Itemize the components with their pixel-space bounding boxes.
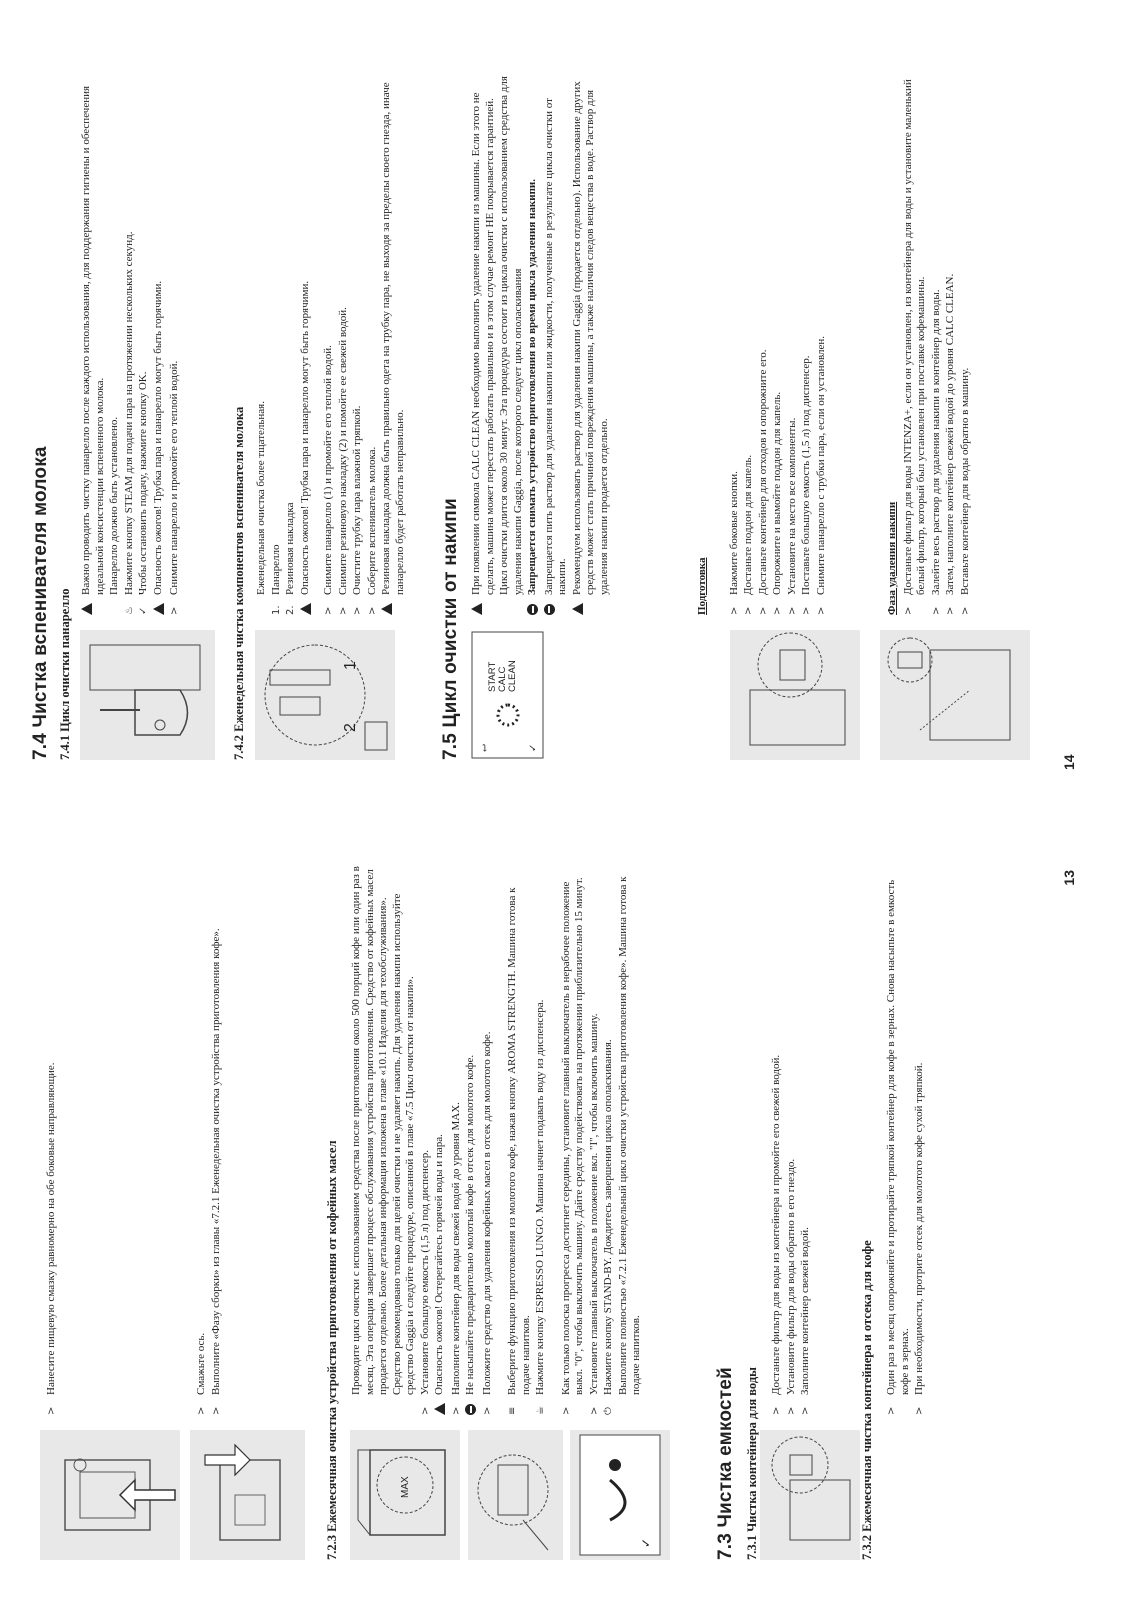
step-item: > Снимите панарелло с трубки пара, если он установлен. <box>814 335 827 615</box>
page-number: 13 <box>1061 870 1077 886</box>
step-item: ☕ Нажмите кнопку ESPRESSO LUNGO. Машина начнет подавать воду из диспенсера. <box>534 999 546 1415</box>
section-73-title: 7.3 Чистка емкостей <box>715 1367 736 1560</box>
section-732 <box>885 860 985 1560</box>
step-item: > Смажьте ось. <box>195 1332 207 1415</box>
descaler-bottle-illustration <box>880 630 1030 760</box>
ground-coffee-compartment-illustration <box>468 1430 563 1560</box>
step-item: > Нажмите боковые кнопки. <box>727 471 740 615</box>
step-item: > Установите на место все компоненты. <box>785 417 798 615</box>
power-icon: ⏻ <box>603 1407 614 1415</box>
step-item: > Соберите вспениватель молока. <box>365 446 378 615</box>
prohibition-item: Запрещается пить раствор для удаления накипи или жидкости, полученные в результате цикла очистки от накипи. <box>543 60 570 615</box>
step-item: > Снимите резиновую накладку (2) и помойте ее свежей водой. <box>336 307 349 615</box>
section-732-title: 7.3.2 Ежемесячная чистка контейнера и отсека для кофе <box>860 1240 874 1560</box>
part-label-1: 1 <box>342 661 359 670</box>
part-label-2: 2 <box>342 723 359 732</box>
warning-triangle-icon <box>152 601 168 615</box>
step-item: ♨ Нажмите кнопку STEAM для подачи пара на протяжении нескольких секунд. <box>122 231 135 615</box>
arrow-bullet-icon: > <box>210 1406 222 1415</box>
lubricate-axle-illustration <box>190 1430 305 1560</box>
calc-clean-display-illustration <box>470 630 545 760</box>
arrow-bullet-icon: > <box>800 1406 811 1415</box>
step-item: > Наполните контейнер для воды свежей водой до уровня MAX. <box>449 1102 462 1415</box>
arrow-bullet-icon: > <box>196 1406 207 1415</box>
descaling-phase <box>880 60 1050 760</box>
svg-text:✓: ✓ <box>639 1537 653 1548</box>
arrow-bullet-icon: > <box>450 1406 462 1415</box>
step-item: > Поставьте большую емкость (1,5 л) под диспенсер. <box>800 355 812 615</box>
warning-item: При появлении символа CALC CLEAN необходимо выполнить удаление накипи из машины. Если этого не сделать, машина может перестать работать правильно и в этом случае ремонт НЕ покрывается гарантией. <box>470 60 497 615</box>
step-item: > Достаньте фильтр для воды INTENZA+, если он установлен, из контейнера для воды и установите маленький белый фильтр, который был установлен при поставке кофемашины. <box>901 79 927 615</box>
step-item: > Нанесите пищевую смазку равномерно на обе боковые направляющие. <box>45 1062 57 1415</box>
step-item: > Положите средство для удаления кофейных масел в отсек для молотого кофе. <box>480 1031 493 1415</box>
lubricate-rails-illustration <box>40 1430 180 1560</box>
arrow-bullet-icon: > <box>337 606 349 615</box>
arrow-bullet-icon: > <box>481 1406 493 1415</box>
arrow-bullet-icon: > <box>323 606 334 615</box>
water-filter-illustration <box>760 1430 860 1560</box>
arrow-bullet-icon: > <box>352 606 363 615</box>
step-item: > Достаньте контейнер для отходов и опорожните его. <box>756 349 769 615</box>
step-item: > Как только полоска прогресса достигнет середины, установите главный выключатель в нерабочее положение выкл. "0", чтобы выключить машину. Дайте средству подействовать на протяжении приблизительно 15 минут. <box>559 877 585 1415</box>
step-item: > Залейте весь раствор для удаления накипи в контейнер для воды. <box>929 289 942 615</box>
arrow-bullet-icon: > <box>801 606 812 615</box>
step-item: ≡ Выберите функцию приготовления из молотого кофе, нажав кнопку AROMA STRENGTH. Машина готова к подаче напитков. <box>506 887 532 1415</box>
ok-check-icon: ✓ <box>138 606 149 615</box>
step-item: > Очистите трубку пара влажной тряпкой. <box>351 405 363 615</box>
note: Панарелло должно быть установлено. <box>108 416 120 595</box>
warning-item: Важно проводить чистку панарелло после каждого использования, для поддержания гигиены и обеспечения идеальной консистенции вспененного молока. <box>80 60 107 615</box>
note: Еженедельная очистка более тщательная. <box>255 401 267 595</box>
step-item: > Опорожните и вымойте поддон для капель. <box>771 391 783 615</box>
prohibition-icon <box>543 601 570 615</box>
section-742 <box>255 60 425 760</box>
section-75-title: 7.5 Цикл очистки от накипи <box>440 498 461 760</box>
arrow-bullet-icon: > <box>930 606 942 615</box>
warning-triangle-icon <box>299 601 315 615</box>
page-number: 14 <box>1061 754 1077 770</box>
list-item: 2. Резиновая накладка <box>284 502 296 615</box>
arrow-bullet-icon: > <box>815 606 827 615</box>
preparation <box>690 60 870 760</box>
page-13 <box>0 840 1132 1600</box>
arrow-bullet-icon: > <box>728 606 740 615</box>
svg-text:↩: ↩ <box>480 743 491 752</box>
warning-triangle-icon <box>470 601 497 615</box>
warning-triangle-icon <box>433 1401 449 1415</box>
step-item: > Снимите панарелло и промойте его теплой водой. <box>168 360 180 615</box>
max-label: MAX <box>400 1476 411 1498</box>
arrow-bullet-icon: > <box>560 1406 572 1415</box>
warning-item: Опасность ожогов! Трубка пара и панарелло могут быть горячими. <box>152 60 168 615</box>
arrow-bullet-icon: > <box>169 606 180 615</box>
preparation-title: Подготовка <box>696 557 708 615</box>
section-741-title: 7.4.1 Цикл очистки панарелло <box>58 588 72 760</box>
prohibition-icon <box>464 1401 480 1415</box>
arrow-bullet-icon: > <box>786 606 798 615</box>
section-742-title: 7.4.2 Еженедельная чистка компонентов вспенивателя молока <box>232 406 246 760</box>
aroma-strength-icon: ≡ <box>507 1406 518 1415</box>
step-item: > При необходимости, протрите отсек для молотого кофе сухой тряпкой. <box>913 1062 925 1415</box>
arrow-bullet-icon: > <box>757 606 769 615</box>
section-731-title: 7.3.1 Чистка контейнера для воды <box>745 1367 759 1560</box>
warning-triangle-icon <box>571 601 612 615</box>
section-75 <box>470 60 670 760</box>
arrow-bullet-icon: > <box>945 606 956 615</box>
step-item: ⏻ Нажмите кнопку STAND-BY. Дождитесь завершения цикла ополаскивания. <box>602 1039 614 1415</box>
note: Цикл очистки длится около 30 минут. Эта процедура состоит из цикла очистки с использованием средства для удаления накипи Gaggia, после которого следует цикл ополаскивания <box>498 76 524 595</box>
warning-item: Опасность ожогов! Трубка пара и панарелло могут быть горячими. <box>299 60 315 615</box>
step-item: > Один раз в месяц опорожняйте и протирайте тряпкой контейнер для кофе в зернах. Снова насыпьте в емкость кофе в зернах. <box>885 879 911 1415</box>
list-item: 1. Панарелло <box>269 544 282 615</box>
descaling-phase-title: Фаза удаления накипи <box>886 501 898 615</box>
section-723 <box>350 860 695 1560</box>
arrow-bullet-icon: > <box>886 1406 897 1415</box>
lubricate-row <box>40 860 185 1560</box>
note: Выполните полностью «7.2.1 Еженедельный цикл очистки устройства приготовления кофе». Машина готова к подаче напитков. <box>616 876 642 1395</box>
arrow-bullet-icon: > <box>46 1406 57 1415</box>
warning-triangle-icon <box>380 601 407 615</box>
arrow-bullet-icon: > <box>771 1406 782 1415</box>
panarello-cleaning-illustration <box>80 630 215 760</box>
panarello-parts-illustration <box>255 630 395 760</box>
arrow-bullet-icon: > <box>772 606 783 615</box>
svg-text:✓: ✓ <box>528 743 539 752</box>
drip-tray-illustration <box>730 630 860 760</box>
step-item: ✓ Чтобы остановить подачу, нажмите кнопку OK. <box>137 371 149 615</box>
warning-item: Рекомендуем использовать раствор для удаления накипи Gaggia (продается отдельно). Использование других средств может стать причиной повреждения машины, а также наличия следов вещества в воде. Раствор для удаления накипи продается отдельно. <box>571 60 612 615</box>
step-item: > Установите большую емкость (1,5 л) под диспенсер. <box>418 1150 431 1415</box>
steam-icon: ♨ <box>123 606 135 615</box>
water-tank-max-illustration <box>350 1430 460 1560</box>
step-item: > Вставьте контейнер для воды обратно в машину. <box>958 367 971 615</box>
prohibition-item: Не насыпайте предварительно молотый кофе в отсек для молотого кофе. <box>464 860 480 1415</box>
screen-line-clean: CLEAN <box>507 660 518 692</box>
arrow-bullet-icon: > <box>959 606 971 615</box>
step-item: > Затем, наполните контейнер свежей водой до уровня CALC CLEAN. <box>944 273 956 615</box>
arrow-bullet-icon: > <box>588 1406 600 1415</box>
prohibition-icon <box>526 601 542 615</box>
step-item: > Снимите панарелло (1) и промойте его теплой водой. <box>322 345 334 615</box>
arrow-bullet-icon: > <box>914 1406 925 1415</box>
arrow-bullet-icon: > <box>902 606 914 615</box>
step-item: > Достаньте поддон для капель. <box>742 454 754 615</box>
step-item: > Установите главный выключатель в положение вкл. "I", чтобы включить машину. <box>587 1013 600 1415</box>
arrow-bullet-icon: > <box>419 1406 431 1415</box>
warning-item: Опасность ожогов! Остерегайтесь горячей воды и пара. <box>433 860 449 1415</box>
step-item: > Достаньте фильтр для воды из контейнера и промойте его свежей водой. <box>770 1054 782 1415</box>
step-item: > Установите фильтр для воды обратно в его гнездо. <box>784 1158 797 1415</box>
screen-line-calc: CALC <box>497 666 508 692</box>
arrow-bullet-icon: > <box>366 606 378 615</box>
arrow-bullet-icon: > <box>785 1406 797 1415</box>
warning-triangle-icon <box>80 601 107 615</box>
section-741 <box>80 60 220 760</box>
screen-line-start: START <box>487 661 498 692</box>
page-14 <box>0 40 1132 800</box>
axle-row <box>190 860 310 1560</box>
section-723-title: 7.2.3 Ежемесячная очистка устройства приготовления от кофейных масел <box>325 1140 339 1560</box>
section-723-intro: Проводите цикл очистки с использованием средства после приготовления около 500 порций кофе или один раз в месяц. Эта операция завершает процесс обслуживания устройства приготовления. Средство от кофейных масел продается отдельно. Более детальная информация изложена в главе «10.1 Изделия для техобслуживания». Средство рекомендовано только для целей очистки и не удаляет накипь. Для удаления накипи используйте средство Gaggia и следуйте процедуре, описанной в главе «7.5 Цикл очистки от накипи». <box>350 866 416 1395</box>
cup-icon: ☕ <box>535 1406 546 1415</box>
step-item: > Заполните контейнер свежей водой. <box>799 1227 811 1415</box>
arrow-bullet-icon: > <box>743 606 754 615</box>
prohibition-item: Запрещается снимать устройство приготовления во время цикла удаления накипи. <box>526 60 542 615</box>
display-screen-illustration <box>570 1430 670 1560</box>
section-74-title: 7.4 Чистка вспенивателя молока <box>30 446 51 760</box>
step-item: > Выполните «Фазу сборки» из главы «7.2.1 Еженедельная очистка устройства приготовления кофе». <box>209 928 222 1415</box>
warning-item: Резиновая накладка должна быть правильно одета на трубку пара, не выходя за пределы своего гнезда, иначе панарелло будет работать неправильно. <box>380 60 407 615</box>
